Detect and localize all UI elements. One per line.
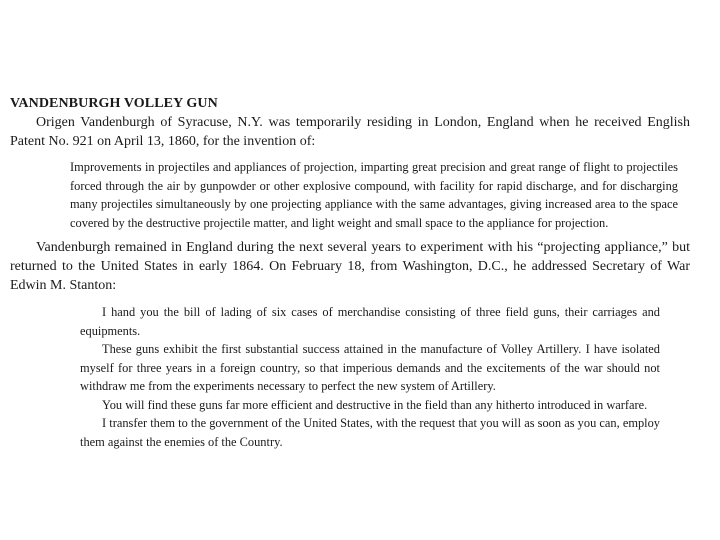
patent-quote-block: Improvements in projectiles and appliances of projection, imparting great precision and great range of flight to projectiles forced through the air by gunpowder or other explosive compound, with facility for rapid discharge, and for discharging many projectiles simultaneously by one projecting appliance with the same advantages, giving increased area to the space covered by the destructive projectile matter, and light weight and small space to the appliance for projection. — [70, 160, 678, 230]
letter-quote-block — [10, 303, 690, 451]
narrative-paragraph: Vandenburgh remained in England during the next several years to experiment with his “projecting appliance,” but returned to the United States in early 1864. On February 18, from Washington, D.C., he addressed Secretary of War Edwin M. Stanton: — [10, 240, 690, 293]
letter-paragraph: I hand you the bill of lading of six cases of merchandise consisting of three field guns, their carriages and equipments. — [80, 305, 660, 338]
letter-paragraph: I transfer them to the government of the United States, with the request that you will as soon as you can, employ them against the enemies of the Country. — [80, 416, 660, 449]
document-page — [10, 94, 690, 451]
section-heading: VANDENBURGH VOLLEY GUN — [10, 96, 218, 111]
letter-paragraph: You will find these guns far more efficient and destructive in the field than any hitherto introduced in warfare. — [102, 397, 648, 412]
intro-paragraph: Origen Vandenburgh of Syracuse, N.Y. was temporarily residing in London, England when he received English Patent No. 921 on April 13, 1860, for the invention of: — [10, 115, 690, 149]
letter-paragraph: These guns exhibit the first substantial success attained in the manufacture of Volley Artillery. I have isolated myself for three years in a foreign country, so that imperious demands and the excitements of the war should not withdraw me from the experiments necessary to perfect the new system of Artillery. — [80, 342, 660, 393]
